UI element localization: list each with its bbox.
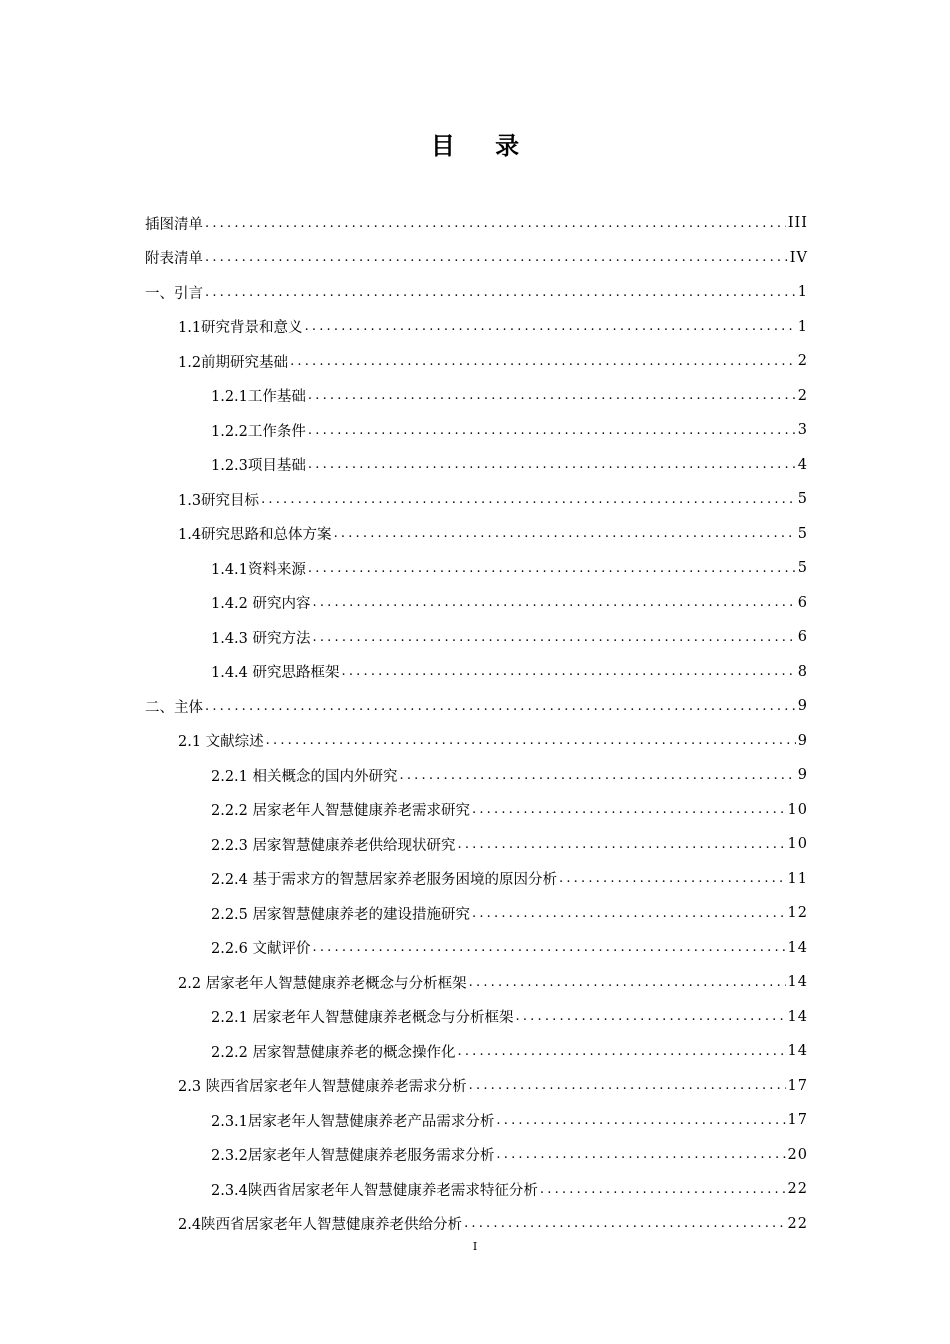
toc-entry[interactable] [145,931,808,966]
toc-dot-leader [313,630,796,645]
toc-entry[interactable] [145,448,808,483]
toc-entry-label: 2.1 文献综述 [178,734,264,751]
toc-entry-page: 5 [797,525,808,542]
toc-entry-page: IV [789,249,808,266]
toc-entry[interactable] [145,758,808,793]
toc-dot-leader [313,595,796,610]
toc-entry-label: 2.3.1居家老年人智慧健康养老产品需求分析 [211,1113,495,1130]
toc-entry-page: 14 [787,1008,808,1025]
toc-entry[interactable] [145,793,808,828]
toc-dot-leader [464,1216,785,1231]
toc-entry-page: 6 [797,594,808,611]
toc-entry[interactable] [145,482,808,517]
toc-entry-label: 2.2.2 居家老年人智慧健康养老需求研究 [211,803,471,820]
toc-entry-label: 1.4.4 研究思路框架 [211,665,340,682]
toc-entry-label: 2.3.2居家老年人智慧健康养老服务需求分析 [211,1148,495,1165]
toc-entry-label: 1.4.2 研究内容 [211,596,311,613]
toc-entry-page: 2 [797,353,808,370]
toc-dot-leader [308,561,796,576]
toc-entry-page: 1 [797,284,808,301]
toc-entry-page: 20 [787,1146,808,1163]
toc-entry[interactable] [145,1000,808,1035]
toc-dot-leader [496,1147,785,1162]
toc-dot-leader [469,1078,786,1093]
toc-entry-label: 1.4研究思路和总体方案 [178,527,332,544]
toc-entry[interactable] [145,689,808,724]
toc-entry-page: 6 [797,629,808,646]
toc-entry[interactable] [145,1069,808,1104]
toc-entry-page: 9 [797,732,808,749]
toc-entry-page: 3 [797,422,808,439]
toc-dot-leader [496,1113,785,1128]
toc-dot-leader [458,837,786,852]
table-of-contents [145,206,808,1241]
toc-entry-page: 9 [797,767,808,784]
toc-entry-page: 22 [787,1181,808,1198]
toc-entry-label: 2.2.5 居家智慧健康养老的建设措施研究 [211,906,471,923]
toc-entry-page: 9 [797,698,808,715]
toc-entry-label: 2.2.2 居家智慧健康养老的概念操作化 [211,1044,456,1061]
toc-entry-label: 1.2.2工作条件 [211,423,306,440]
toc-entry[interactable] [145,344,808,379]
toc-entry[interactable] [145,965,808,1000]
toc-entry-label: 一、引言 [145,285,203,302]
toc-entry[interactable] [145,586,808,621]
toc-entry-label: 1.2.1工作基础 [211,389,306,406]
page-title: 目 录 [430,132,536,160]
toc-entry-label: 2.2.1 相关概念的国内外研究 [211,768,398,785]
toc-entry[interactable] [145,827,808,862]
toc-entry-page: 8 [797,663,808,680]
toc-entry[interactable] [145,655,808,690]
toc-entry-page: 17 [787,1077,808,1094]
toc-entry-page: 4 [797,456,808,473]
toc-entry-page: 5 [797,491,808,508]
toc-entry-page: III [787,215,808,232]
toc-dot-leader [205,250,788,265]
toc-entry-label: 2.2.4 基于需求方的智慧居家养老服务困境的原因分析 [211,872,558,889]
toc-entry[interactable] [145,275,808,310]
toc-entry-page: 17 [787,1112,808,1129]
toc-dot-leader [305,319,796,334]
toc-entry-label: 2.3.4陕西省居家老年人智慧健康养老需求特征分析 [211,1182,538,1199]
toc-dot-leader [205,285,796,300]
toc-entry-page: 14 [787,974,808,991]
toc-entry-label: 2.3 陕西省居家老年人智慧健康养老需求分析 [178,1079,467,1096]
toc-dot-leader [469,975,786,990]
page-number: I [472,1240,478,1253]
toc-entry-label: 2.4陕西省居家老年人智慧健康养老供给分析 [178,1217,463,1234]
toc-dot-leader [308,423,796,438]
toc-entry-page: 14 [787,939,808,956]
toc-entry-page: 11 [787,870,808,887]
toc-dot-leader [458,1044,786,1059]
toc-entry[interactable] [145,1138,808,1173]
toc-entry-label: 1.2前期研究基础 [178,354,289,371]
toc-entry-label: 1.1研究背景和意义 [178,320,303,337]
toc-entry-label: 2.2 居家老年人智慧健康养老概念与分析框架 [178,975,467,992]
toc-entry[interactable] [145,206,808,241]
toc-dot-leader [342,664,796,679]
toc-entry-page: 14 [787,1043,808,1060]
toc-entry-label: 2.2.6 文献评价 [211,941,311,958]
toc-dot-leader [261,492,796,507]
toc-entry[interactable] [145,551,808,586]
toc-entry-label: 2.2.3 居家智慧健康养老供给现状研究 [211,837,456,854]
toc-entry[interactable] [145,413,808,448]
toc-entry-label: 2.2.1 居家老年人智慧健康养老概念与分析框架 [211,1010,514,1027]
toc-entry-label: 二、主体 [145,699,203,716]
toc-entry[interactable] [145,517,808,552]
toc-dot-leader [308,388,796,403]
toc-entry[interactable] [145,379,808,414]
toc-dot-leader [290,354,796,369]
toc-dot-leader [205,216,786,231]
toc-dot-leader [205,699,796,714]
toc-dot-leader [308,457,796,472]
toc-entry-page: 10 [787,801,808,818]
toc-entry-page: 1 [797,318,808,335]
toc-dot-leader [400,768,796,783]
toc-entry[interactable] [145,620,808,655]
toc-dot-leader [472,906,786,921]
toc-entry[interactable] [145,241,808,276]
toc-entry-page: 12 [787,905,808,922]
toc-entry-label: 1.4.3 研究方法 [211,630,311,647]
toc-entry[interactable] [145,862,808,897]
toc-dot-leader [334,526,796,541]
toc-dot-leader [266,733,796,748]
toc-dot-leader [516,1009,786,1024]
toc-dot-leader [313,940,786,955]
toc-entry-page: 2 [797,387,808,404]
toc-entry[interactable] [145,1103,808,1138]
toc-entry-label: 附表清单 [145,251,203,268]
toc-entry-page: 10 [787,836,808,853]
toc-dot-leader [540,1182,786,1197]
toc-entry-label: 1.4.1资料来源 [211,561,306,578]
toc-entry-label: 插图清单 [145,216,203,233]
toc-entry-label: 1.3研究目标 [178,492,260,509]
toc-entry[interactable] [145,896,808,931]
toc-entry-page: 5 [797,560,808,577]
toc-entry[interactable] [145,1207,808,1242]
toc-entry[interactable] [145,1172,808,1207]
toc-entry-page: 22 [787,1215,808,1232]
toc-dot-leader [559,871,786,886]
toc-dot-leader [472,802,786,817]
toc-entry-label: 1.2.3项目基础 [211,458,306,475]
toc-entry[interactable] [145,724,808,759]
toc-entry[interactable] [145,310,808,345]
toc-entry[interactable] [145,1034,808,1069]
